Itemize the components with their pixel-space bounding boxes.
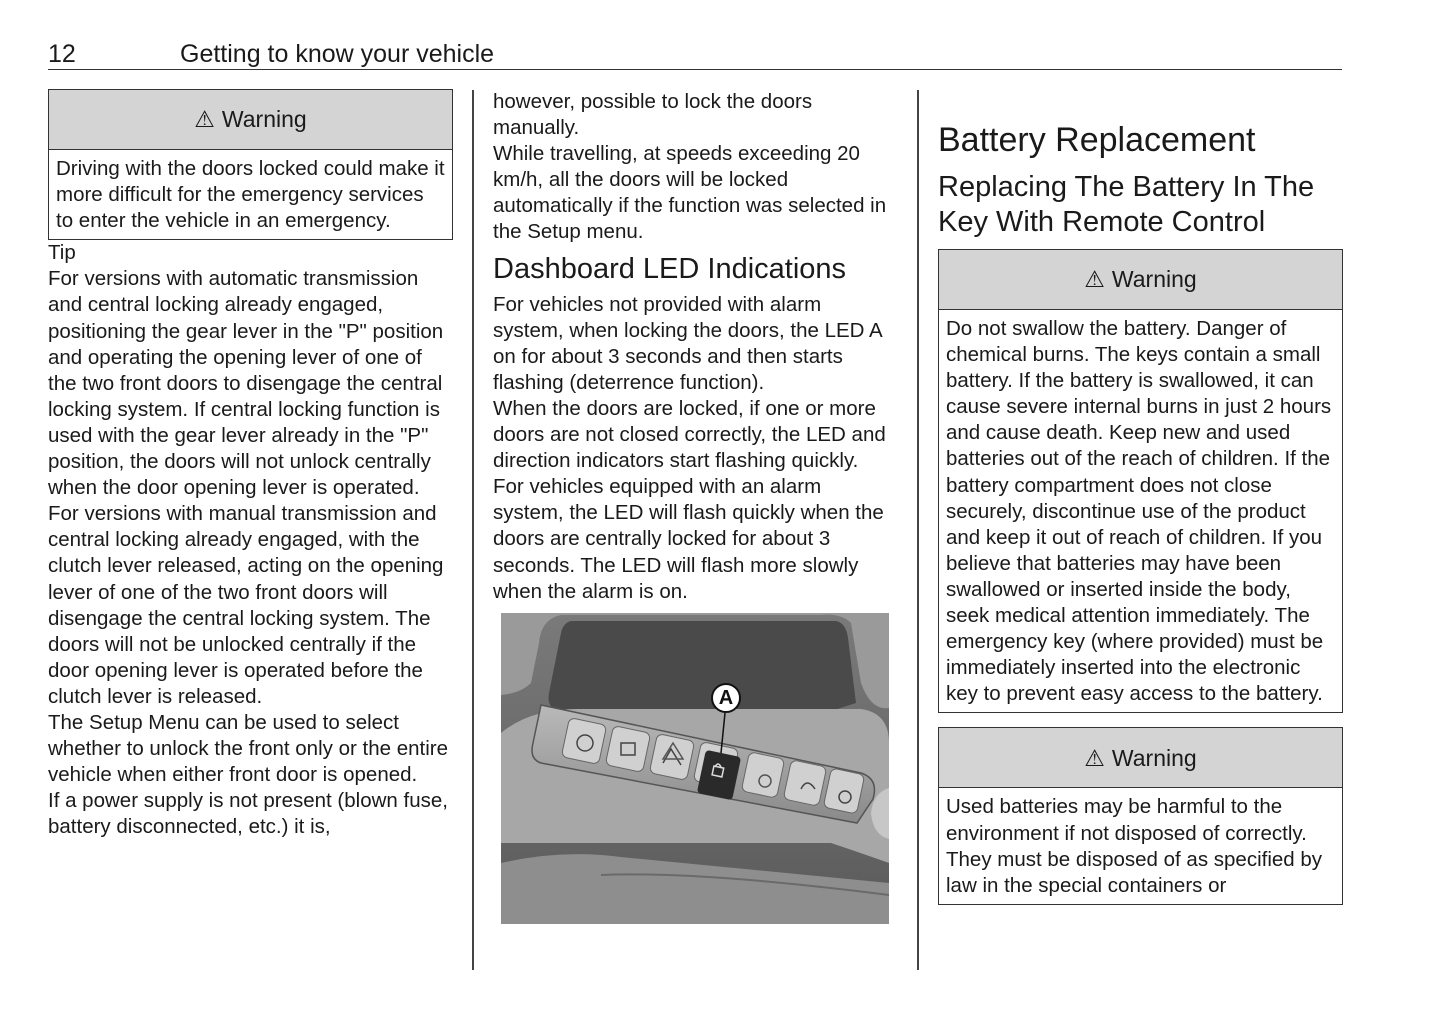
- warning-header: [939, 250, 1342, 310]
- column-divider-2: [917, 90, 919, 970]
- warning-text: Driving with the doors locked could make it more difficult for the emergency services to enter the vehicle in an emergency.: [56, 157, 445, 233]
- warning-triangle-icon: ⚠: [1084, 266, 1105, 293]
- paragraph: While travelling, at speeds exceeding 20 km/h, all the doors will be locked automatically if the function was selected in the Setup menu.: [493, 142, 887, 244]
- paragraph: If a power supply is not present (blown fuse, battery disconnected, etc.) it is,: [48, 789, 448, 839]
- paragraph: For vehicles equipped with an alarm system, the LED will flash quickly when the doors are centrally locked for about 3 seconds. The LED will flash more slowly when the alarm is on.: [493, 475, 884, 603]
- warning-text: Do not swallow the battery. Danger of chemical burns. The keys contain a small battery. If the battery is swallowed, it can cause severe internal burns in just 2 hours and cause death. Keep new and used batteries out of the reach of children. If the battery compartment does not close securely, discontinue use of the product and keep it out of reach of children. If you believe that batteries may have been swallowed or inserted inside the body, seek medical attention immediately. The emergency key (where provided) must be immediately inserted into the electronic key to prevent easy access to the battery.: [946, 317, 1332, 706]
- column-2: [493, 89, 893, 924]
- page-header: [48, 36, 1342, 70]
- warning-title: Warning: [1111, 266, 1197, 293]
- page-number: 12: [48, 40, 76, 68]
- section-heading: Battery Replacement: [938, 121, 1256, 159]
- column-3: [938, 89, 1343, 905]
- dashboard-switch-panel-figure: [501, 613, 889, 924]
- warning-text: Used batteries may be harmful to the environment if not disposed of correctly. They must be disposed of as specified by law in the special containers or: [946, 795, 1323, 897]
- warning-triangle-icon: ⚠: [194, 106, 215, 133]
- paragraph: however, possible to lock the doors manually.: [493, 90, 813, 140]
- warning-box-battery-swallow: [938, 249, 1343, 713]
- dashboard-illustration: [501, 613, 889, 924]
- warning-triangle-icon: ⚠: [1084, 744, 1105, 771]
- warning-title: Warning: [1111, 744, 1197, 771]
- chapter-title: Getting to know your vehicle: [180, 40, 495, 68]
- section-heading: Dashboard LED Indications: [493, 252, 847, 285]
- column-divider-1: [472, 90, 474, 970]
- warning-box-battery-disposal: [938, 727, 1343, 904]
- tip-label: Tip: [48, 241, 76, 265]
- paragraph: The Setup Menu can be used to select whether to unlock the front only or the entire vehicle when either front door is opened.: [48, 710, 448, 787]
- paragraph: When the doors are locked, if one or more doors are not closed correctly, the LED and direction indicators start flashing quickly.: [493, 396, 886, 473]
- warning-header: [939, 728, 1342, 788]
- subsection-heading: Replacing The Battery In The Key With Remote Control: [938, 171, 1315, 238]
- warning-header: [49, 90, 452, 150]
- warning-title: Warning: [221, 106, 307, 133]
- figure-callout-label: A: [718, 686, 734, 709]
- paragraph: For versions with automatic transmission and central locking already engaged, positioning the gear lever in the "P" position and operating the opening lever of one of the two front doors to disengage the central locking system. If central locking function is used with the gear lever already in the "P" position, the doors will not unlock centrally when the door opening lever is operated.: [48, 267, 444, 500]
- paragraph: For vehicles not provided with alarm system, when locking the doors, the LED A on for about 3 seconds and then starts flashing (deterrence function).: [493, 292, 882, 394]
- column-1: [48, 89, 453, 840]
- paragraph: For versions with manual transmission and central locking already engaged, with the clutch lever released, acting on the opening lever of one of the two front doors will disengage the central locking system. The doors will not be unlocked centrally if the door opening lever is operated before the clutch lever is released.: [48, 502, 444, 708]
- warning-box-doors: [48, 89, 453, 240]
